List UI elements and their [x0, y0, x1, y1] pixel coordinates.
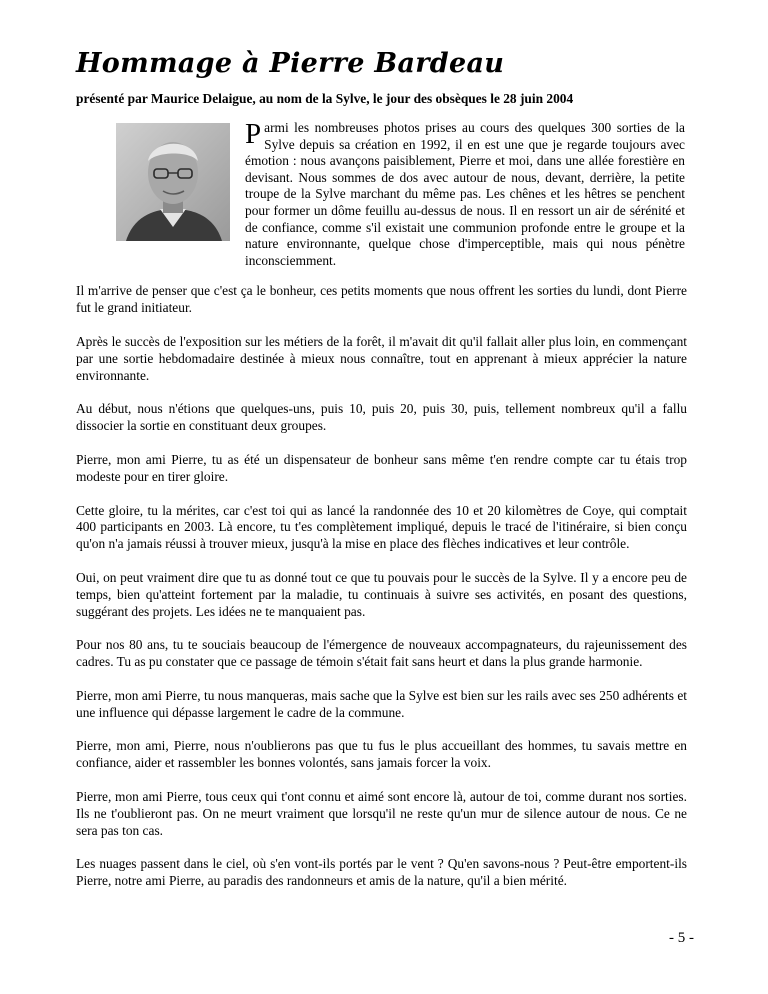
intro-text: armi les nombreuses photos prises au cours des quelques 300 sorties de la Sylve depuis sa création en 1992, il en est une que je regarde toujours avec émotion : nous avançons paisiblement, Pierre et moi, dans une allée forestière en devisant. Nous sommes de dos avec autour de nous, devant, derrière, la petite troupe de la Sylve marchant du même pas. Les chênes et les hêtres se penchent pour former un dôme feuillu au-dessus de nous. Il en ressort un air de sérénité et de confiance, comme s'il existait une communion profonde entre le groupe et la nature environnante, quelque chose d'imperceptible, mais qui nous pénètre inconsciemment.	[245, 120, 685, 268]
body-paragraph: Il m'arrive de penser que c'est ça le bonheur, ces petits moments que nous offrent les sorties du lundi, dont Pierre fut le grand initiateur.	[76, 283, 687, 316]
body-paragraph: Pierre, mon ami Pierre, tous ceux qui t'ont connu et aimé sont encore là, autour de toi, comme durant nos sorties. Ils ne t'oublieront pas. On ne meurt vraiment que lorsqu'il ne reste qu'un mur de silence autour de nous. Ce ne sera pas ton cas.	[76, 789, 687, 838]
body-paragraph: Pierre, mon ami Pierre, tu as été un dispensateur de bonheur sans même t'en rendre compte car tu étais trop modeste pour en tirer gloire.	[76, 451, 687, 484]
body-paragraph: Pierre, mon ami Pierre, tu nous manqueras, mais sache que la Sylve est bien sur les rails avec ses 250 adhérents et une influence qui dépasse largement le cadre de la commune.	[76, 687, 687, 720]
body-paragraph: Après le succès de l'exposition sur les métiers de la forêt, il m'avait dit qu'il fallait aller plus loin, en commençant par une sortie hebdomadaire destinée à mieux nous connaître, tout en apprenant à mieux apprécier la nature environnante.	[76, 333, 687, 383]
body-paragraph: Au début, nous n'étions que quelques-uns, puis 10, puis 20, puis 30, puis, tellement nombreux qu'il a fallu dissocier la sortie en constituant deux groupes.	[76, 401, 687, 434]
body-paragraph: Oui, on peut vraiment dire que tu as donné tout ce que tu pouvais pour le succès de la Sylve. Il y a encore peu de temps, bien qu'atteint fortement par la maladie, tu continuais à suivre ses activités, en posant des questions, suggérant des projets. Les idées ne te manquaient pas.	[76, 569, 687, 619]
drop-cap: P	[245, 118, 262, 150]
portrait-photo	[116, 123, 230, 241]
intro-paragraph	[245, 120, 685, 269]
page-title: Hommage à Pierre Bardeau	[76, 48, 505, 79]
body-paragraph: Pierre, mon ami, Pierre, nous n'oublierons pas que tu fus le plus accueillant des hommes, tu savais mettre en confiance, aider et rassembler les bonnes volontés, sans jamais forcer la voix.	[76, 738, 687, 771]
body-paragraph: Pour nos 80 ans, tu te souciais beaucoup de l'émergence de nouveaux accompagnateurs, du rajeunissement des cadres. Tu as pu constater que ce passage de témoin s'était fait sans heurt et dans la plus grande harmonie.	[76, 637, 687, 670]
subtitle: présenté par Maurice Delaigue, au nom de la Sylve, le jour des obsèques le 28 juin 2004	[76, 91, 574, 106]
body-text	[76, 283, 687, 907]
page-number: - 5 -	[669, 930, 694, 946]
body-paragraph: Les nuages passent dans le ciel, où s'en vont-ils portés par le vent ? Qu'en savons-nous ? Peut-être emportent-ils Pierre, notre ami Pierre, au paradis des randonneurs et amis de la nature, qu'il a bien mérité.	[76, 856, 687, 889]
body-paragraph: Cette gloire, tu la mérites, car c'est toi qui as lancé la randonnée des 10 et 20 kilomètres de Coye, qui comptait 400 participants en 2003. Là encore, tu t'es complètement impliqué, depuis le tracé de l'itinéraire, si bien conçu qu'on n'a jamais réussi à trouver mieux, jusqu'à la mise en place des flèches indicatives et leur contrôle.	[76, 502, 687, 552]
